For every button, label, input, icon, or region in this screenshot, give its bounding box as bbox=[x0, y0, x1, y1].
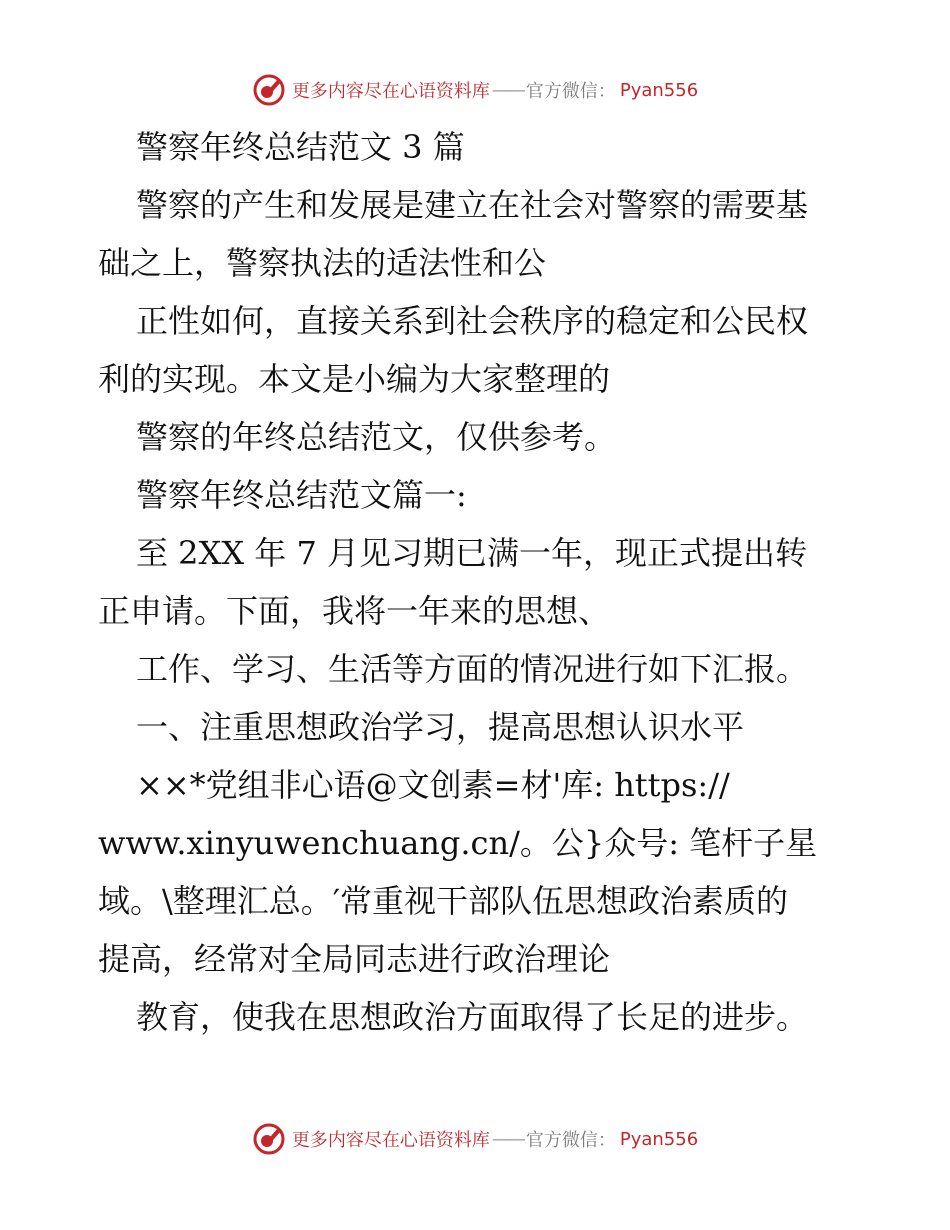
text-line: ××*党组非心语@文创素=材'库: https:// bbox=[136, 766, 730, 804]
text-line: 至 2XX 年 7 月见习期已满一年，现正式提出转 bbox=[136, 534, 807, 572]
banner-separator: —— bbox=[491, 1128, 524, 1150]
header-banner bbox=[0, 70, 950, 110]
banner-site-text: 更多内容尽在心语资料库 bbox=[291, 1130, 490, 1151]
text-line: 教育，使我在思想政治方面取得了长足的进步。 bbox=[136, 998, 809, 1036]
text-line: 提高，经常对全局同志进行政治理论 bbox=[98, 940, 611, 978]
text-line: 工作、学习、生活等方面的情况进行如下汇报。 bbox=[136, 650, 809, 688]
document-body bbox=[98, 118, 858, 1046]
text-line: 警察的产生和发展是建立在社会对警察的需要基 bbox=[136, 186, 809, 224]
text-line: 一、注重思想政治学习，提高思想认识水平 bbox=[136, 708, 745, 746]
brand-logo-icon bbox=[252, 1122, 286, 1156]
text-line: 础之上，警察执法的适法性和公 bbox=[98, 244, 547, 282]
banner-wechat-id: Pyan556 bbox=[619, 1128, 699, 1150]
text-line: 警察年终总结范文篇一: bbox=[136, 476, 467, 514]
footer-banner bbox=[0, 1119, 950, 1159]
text-line: www.xinyuwenchuang.cn/。公}众号: 笔杆子星 bbox=[98, 824, 818, 862]
banner-site-text: 更多内容尽在心语资料库 bbox=[291, 81, 490, 102]
text-line: 警察的年终总结范文，仅供参考。 bbox=[136, 418, 617, 456]
banner-wechat-label: 官方微信： bbox=[525, 1130, 616, 1151]
text-line: 正申请。下面，我将一年来的思想、 bbox=[98, 592, 611, 630]
brand-logo-icon bbox=[252, 73, 286, 107]
banner-wechat-label: 官方微信： bbox=[525, 81, 616, 102]
text-line: 正性如何，直接关系到社会秩序的稳定和公民权 bbox=[136, 302, 809, 340]
banner-separator: —— bbox=[491, 79, 524, 101]
banner-wechat-id: Pyan556 bbox=[619, 79, 699, 101]
text-line: 域。\整理汇总。′常重视干部队伍思想政治素质的 bbox=[98, 882, 789, 920]
text-line: 利的实现。本文是小编为大家整理的 bbox=[98, 360, 611, 398]
text-line: 警察年终总结范文 3 篇 bbox=[136, 128, 465, 166]
